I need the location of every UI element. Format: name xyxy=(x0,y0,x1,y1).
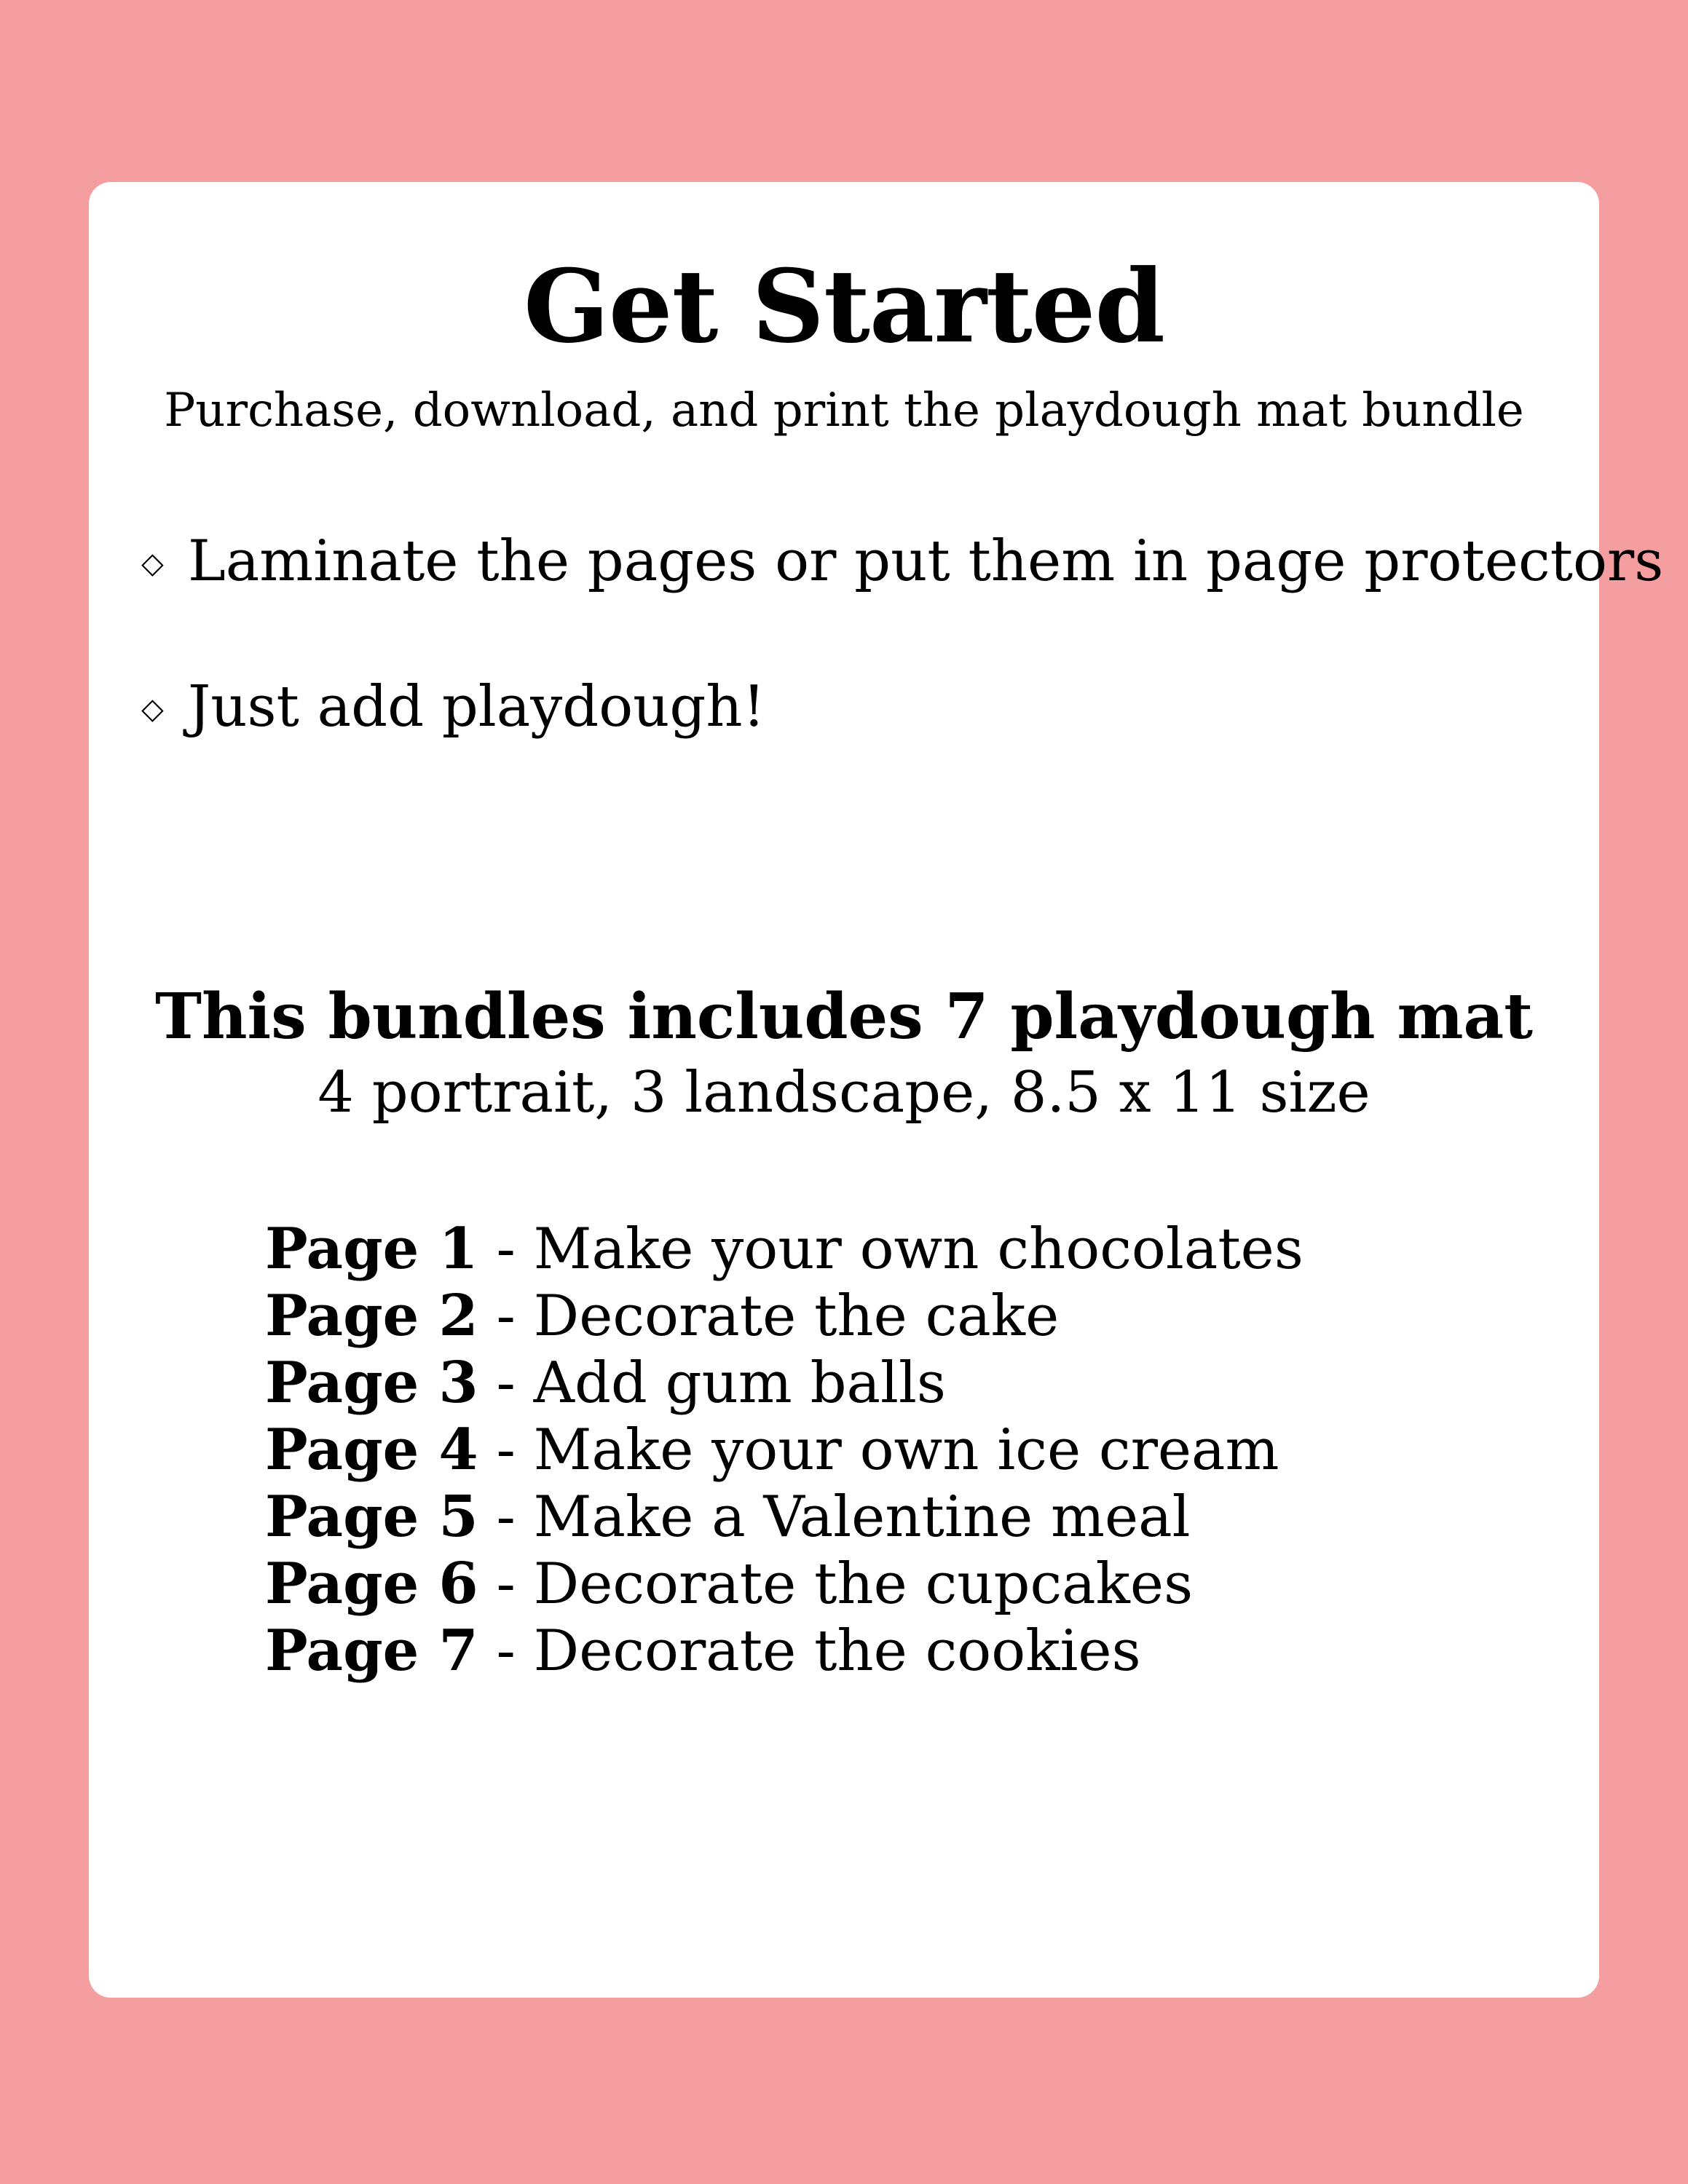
page-separator: - xyxy=(478,1551,534,1617)
list-item xyxy=(265,1417,1304,1484)
page-subtitle: Purchase, download, and print the playdough mat bundle xyxy=(164,384,1524,438)
page-label: Page 3 xyxy=(265,1350,478,1416)
diamond-bullet-icon: ◇ xyxy=(141,692,164,726)
page-description: Make your own chocolates xyxy=(533,1216,1304,1282)
list-item xyxy=(265,1484,1304,1551)
page-description: Decorate the cake xyxy=(533,1283,1060,1349)
step-item xyxy=(141,529,1664,594)
list-item xyxy=(265,1216,1304,1283)
page-separator: - xyxy=(478,1283,534,1349)
page-label: Page 1 xyxy=(265,1216,478,1282)
page-description: Decorate the cookies xyxy=(533,1618,1141,1684)
page-list xyxy=(265,1216,1304,1685)
content-card xyxy=(89,182,1664,1998)
step-item xyxy=(141,674,765,740)
step-text: Just add playdough! xyxy=(188,674,765,740)
page-label: Page 5 xyxy=(265,1484,478,1550)
page-label: Page 4 xyxy=(265,1417,478,1483)
page-label: Page 6 xyxy=(265,1551,478,1617)
diamond-bullet-icon: ◇ xyxy=(141,547,164,580)
page-separator: - xyxy=(478,1216,534,1282)
list-item xyxy=(265,1618,1304,1685)
page-separator: - xyxy=(478,1417,534,1483)
bundle-details: 4 portrait, 3 landscape, 8.5 x 11 size xyxy=(318,1060,1370,1125)
page-title: Get Started xyxy=(523,247,1164,365)
page-description: Make a Valentine meal xyxy=(533,1484,1191,1550)
list-item xyxy=(265,1551,1304,1618)
page-separator: - xyxy=(478,1618,534,1684)
page-separator: - xyxy=(478,1484,534,1550)
page-separator: - xyxy=(478,1350,534,1416)
list-item xyxy=(265,1350,1304,1417)
page-label: Page 2 xyxy=(265,1283,478,1349)
page-description: Decorate the cupcakes xyxy=(533,1551,1194,1617)
list-item xyxy=(265,1283,1304,1350)
page-label: Page 7 xyxy=(265,1618,478,1684)
page-description: Add gum balls xyxy=(533,1350,946,1416)
step-text: Laminate the pages or put them in page protectors xyxy=(188,529,1664,594)
page-description: Make your own ice cream xyxy=(533,1417,1279,1483)
bundle-heading: This bundles includes 7 playdough mat xyxy=(155,980,1533,1053)
